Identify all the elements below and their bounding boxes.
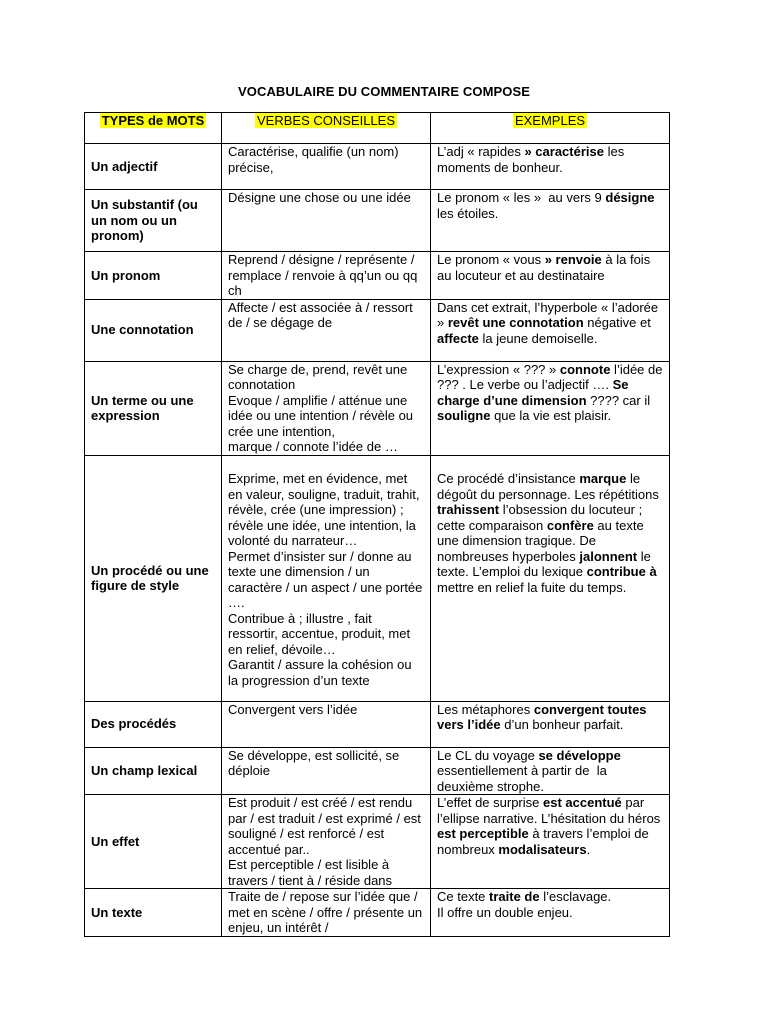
table-header [85, 113, 670, 144]
word-type-cell: Un pronom [85, 252, 222, 300]
word-type-cell: Un champ lexical [85, 747, 222, 795]
header-examples [431, 113, 670, 144]
verbs-cell: Exprime, met en évidence, met en valeur, souligne, traduit, trahit, révèle, crée (une impression) ; révèle une idée, une intention, la volonté du narrateur… Permet d’insister sur / donne au texte une dimension / un caractère / un aspect / une portée …. Contribue à ; illustre , fait ressortir, accentue, produit, met en relief, dévoile… Garantit / assure la cohésion ou la progression d’un texte [222, 455, 431, 701]
example-cell [431, 701, 670, 747]
table-row [85, 455, 670, 701]
table-row [85, 299, 670, 361]
example-text: L’adj « rapides [437, 144, 525, 159]
word-type-cell: Un adjectif [85, 144, 222, 190]
word-type-cell: Un effet [85, 795, 222, 889]
example-bold-text: affecte [437, 330, 479, 346]
example-bold-text: se développe [538, 747, 621, 763]
word-type-cell: Un terme ou une expression [85, 361, 222, 455]
example-text: négative et [583, 315, 655, 330]
example-bold-text: » caractérise [524, 144, 604, 159]
example-text: Le pronom « les » au vers 9 [437, 190, 606, 205]
example-text: Le pronom « vous [437, 252, 545, 267]
example-text: ???? car il [586, 392, 654, 408]
example-text: essentiellement à partir de la deuxième strophe. [437, 747, 625, 794]
example-bold-text: contribue à [586, 564, 657, 579]
example-text: à la fois au locuteur et au destinataire [437, 252, 654, 283]
example-text: par l’ellipse narrative. L’hésitation du héros [437, 795, 664, 826]
example-text: l’idée de ??? . Le verbe ou l’adjectif …. [437, 361, 667, 392]
table-row [85, 190, 670, 252]
example-bold-text: est accentué [543, 795, 622, 810]
example-text: Les métaphores [437, 701, 534, 717]
example-text: Le CL du voyage [437, 747, 539, 763]
verbs-cell: Traite de / repose sur l’idée que / met en scène / offre / présente un enjeu, un intérêt / [222, 889, 431, 937]
example-bold-text: désigne [605, 190, 655, 205]
header-verbs [222, 113, 431, 144]
header-examples-label: EXEMPLES [514, 113, 586, 128]
header-types [85, 113, 222, 144]
example-text: le dégoût du personnage. Les répétitions [437, 471, 663, 502]
example-bold-text: est perceptible [437, 826, 529, 841]
example-text: L’expression « ??? » [437, 361, 560, 377]
example-text: le texte. L’emploi du lexique [437, 548, 655, 579]
example-bold-text: » renvoie [544, 252, 602, 267]
example-text: Ce texte [437, 889, 490, 904]
word-type-cell: Un procédé ou une figure de style [85, 455, 222, 701]
example-cell [431, 252, 670, 300]
example-cell [431, 889, 670, 937]
example-cell [431, 361, 670, 455]
table-row [85, 144, 670, 190]
example-text: Dans cet extrait, l’hyperbole « l’adorée » [437, 299, 662, 330]
table-row [85, 252, 670, 300]
example-bold-text: modalisateurs [498, 841, 587, 857]
word-type-cell: Des procédés [85, 701, 222, 747]
table-row [85, 795, 670, 889]
example-bold-text: connote [559, 361, 611, 377]
verbs-cell: Se développe, est sollicité, se déploie [222, 747, 431, 795]
verbs-cell: Désigne une chose ou une idée [222, 190, 431, 252]
page-title: VOCABULAIRE DU COMMENTAIRE COMPOSE [237, 84, 531, 99]
example-bold-text: souligne [437, 408, 491, 423]
table-row [85, 361, 670, 455]
vocabulary-table [84, 112, 670, 937]
verbs-cell: Est produit / est créé / est rendu par / est traduit / est exprimé / est souligné / est renforcé / est accentué par.. Est perceptible / est lisible à travers / tient à / réside dans [222, 795, 431, 889]
word-type-cell: Un substantif (ou un nom ou un pronom) [85, 190, 222, 252]
example-cell [431, 747, 670, 795]
table-row [85, 889, 670, 937]
example-text: au texte une dimension tragique. De nombreuses hyperboles [437, 517, 648, 564]
example-text: L’effet de surprise [437, 795, 543, 810]
verbs-cell: Caractérise, qualifie (un nom) précise, [222, 144, 431, 190]
example-cell [431, 144, 670, 190]
example-bold-text: Se charge d’une dimension [437, 377, 633, 408]
example-text: . [586, 841, 591, 857]
verbs-cell: Reprend / désigne / représente / remplace / renvoie à qq’un ou qq ch [222, 252, 431, 300]
example-text: la jeune demoiselle. [478, 330, 598, 346]
word-type-cell: Une connotation [85, 299, 222, 361]
table-row [85, 747, 670, 795]
example-text: mettre en relief la fuite du temps. [437, 564, 661, 595]
example-cell [431, 795, 670, 889]
example-text: les moments de bonheur. [437, 144, 628, 175]
example-bold-text: revêt une connotation [447, 315, 584, 330]
verbs-cell: Affecte / est associée à / ressort de / se dégage de [222, 299, 431, 361]
word-type-cell: Un texte [85, 889, 222, 937]
example-text: d’un bonheur parfait. [500, 717, 624, 732]
example-text: à travers l’emploi de nombreux [437, 826, 653, 857]
table-body [85, 144, 670, 937]
example-text: l’obsession du locuteur ; cette comparaison [437, 502, 646, 533]
example-text: l’esclavage. Il offre un double enjeu. [437, 889, 612, 920]
example-text: que la vie est plaisir. [490, 408, 612, 423]
example-bold-text: marque [579, 471, 627, 486]
verbs-cell: Se charge de, prend, revêt une connotation Evoque / amplifie / atténue une idée ou une intention / révèle ou crée une intention, marque / connote l’idée de … [222, 361, 431, 455]
example-bold-text: confère [546, 517, 594, 533]
example-bold-text: jalonnent [579, 548, 638, 564]
example-cell [431, 299, 670, 361]
example-text: Ce procédé d’insistance [437, 471, 576, 486]
example-text: les étoiles. [437, 190, 659, 221]
example-bold-text: convergent toutes vers l’idée [437, 701, 651, 732]
example-cell [431, 455, 670, 701]
example-cell [431, 190, 670, 252]
header-types-label: TYPES de MOTS [101, 113, 205, 128]
verbs-cell: Convergent vers l’idée [222, 701, 431, 747]
example-bold-text: traite de [489, 889, 540, 904]
header-verbs-label: VERBES CONSEILLES [257, 113, 395, 128]
table-row [85, 701, 670, 747]
example-bold-text: trahissent [437, 502, 500, 517]
